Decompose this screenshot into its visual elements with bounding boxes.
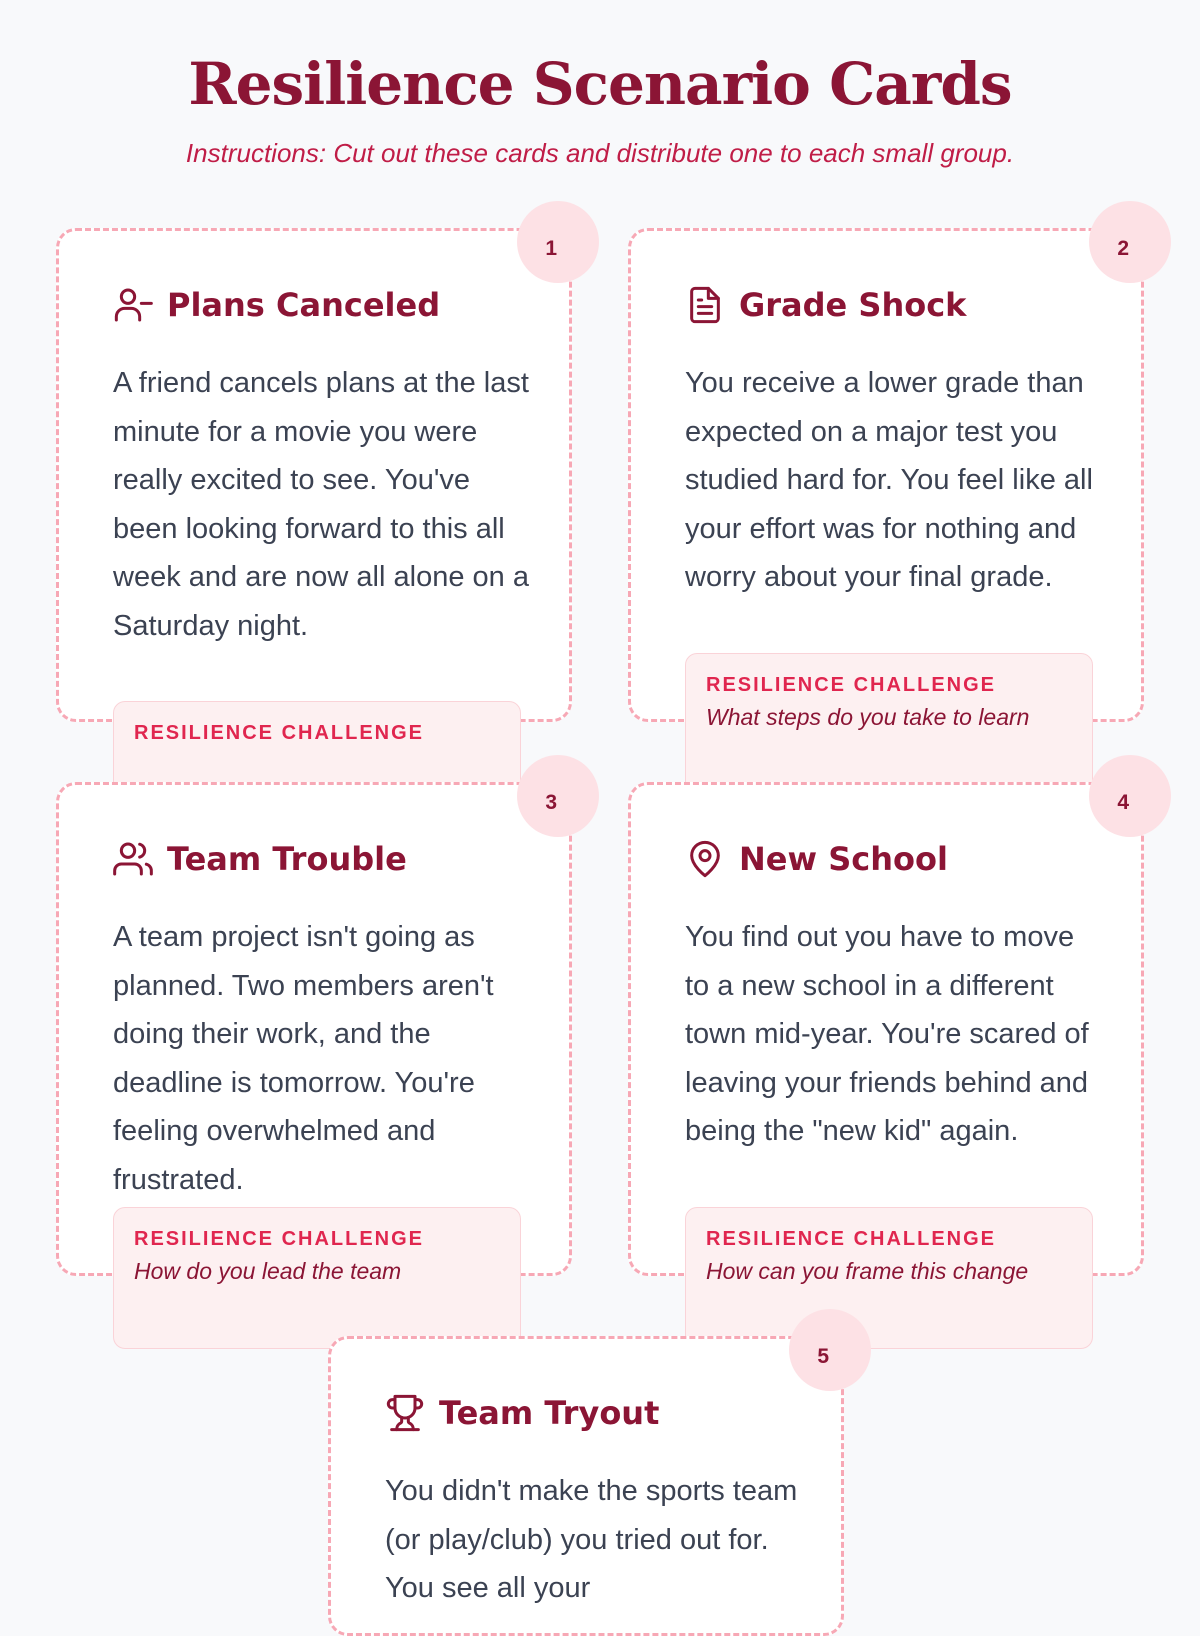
page-title: Resilience Scenario Cards <box>188 50 1012 118</box>
card-number-badge <box>517 201 599 283</box>
card-title: Grade Shock <box>739 286 967 324</box>
card-body: You didn't make the sports team (or play/club) you tried out for. You see all your <box>385 1475 798 1604</box>
user-minus-icon <box>113 285 153 325</box>
card-header <box>113 839 407 879</box>
challenge-box <box>685 653 1093 795</box>
challenge-label: RESILIENCE CHALLENGE <box>134 722 425 744</box>
map-pin-icon <box>685 839 725 879</box>
card-number-badge <box>789 1309 871 1391</box>
scenario-card <box>328 1336 844 1636</box>
trophy-icon <box>385 1393 425 1433</box>
card-number-badge <box>1089 201 1171 283</box>
card-number-badge <box>517 755 599 837</box>
challenge-label: RESILIENCE CHALLENGE <box>134 1228 425 1250</box>
card-title: New School <box>739 840 948 878</box>
users-icon <box>113 839 153 879</box>
card-number: 3 <box>545 791 557 814</box>
challenge-label: RESILIENCE CHALLENGE <box>706 674 997 696</box>
challenge-label: RESILIENCE CHALLENGE <box>706 1228 997 1250</box>
challenge-text: What steps do you take to learn <box>706 704 1030 730</box>
card-body: You receive a lower grade than expected on a major test you studied hard for. You feel like all your effort was for nothing and worry about your final grade. <box>685 367 1093 593</box>
card-header <box>685 839 948 879</box>
challenge-text: How do you lead the team <box>134 1258 402 1284</box>
scenario-card <box>628 228 1144 730</box>
scenario-card <box>56 228 572 744</box>
card-number: 1 <box>545 237 557 260</box>
card-header <box>385 1393 659 1433</box>
card-title: Team Tryout <box>439 1394 660 1432</box>
challenge-text: How can you frame this change <box>706 1258 1029 1284</box>
challenge-box <box>685 1207 1093 1349</box>
card-number-badge <box>1089 755 1171 837</box>
card-number: 4 <box>1117 791 1129 814</box>
scenario-card <box>628 782 1144 1284</box>
card-number: 2 <box>1117 237 1129 260</box>
card-title: Team Trouble <box>167 840 407 878</box>
document-icon <box>685 285 725 325</box>
card-body: A team project isn't going as planned. Two members aren't doing their work, and the deadline is tomorrow. You're feeling overwhelmed and frustrated. <box>113 921 494 1196</box>
scenario-card <box>56 782 572 1284</box>
card-body: A friend cancels plans at the last minute for a movie you were really excited to see. You've been looking forward to this all week and are now all alone on a Saturday night. <box>113 367 529 642</box>
instructions-text: Instructions: Cut out these cards and distribute one to each small group. <box>185 138 1015 168</box>
card-number: 5 <box>817 1345 829 1368</box>
card-header <box>685 285 966 325</box>
challenge-box <box>113 1207 521 1349</box>
card-body: You find out you have to move to a new school in a different town mid-year. You're scared of leaving your friends behind and being the "new kid" again. <box>685 921 1089 1147</box>
card-title: Plans Canceled <box>167 286 441 324</box>
card-header <box>113 285 440 325</box>
